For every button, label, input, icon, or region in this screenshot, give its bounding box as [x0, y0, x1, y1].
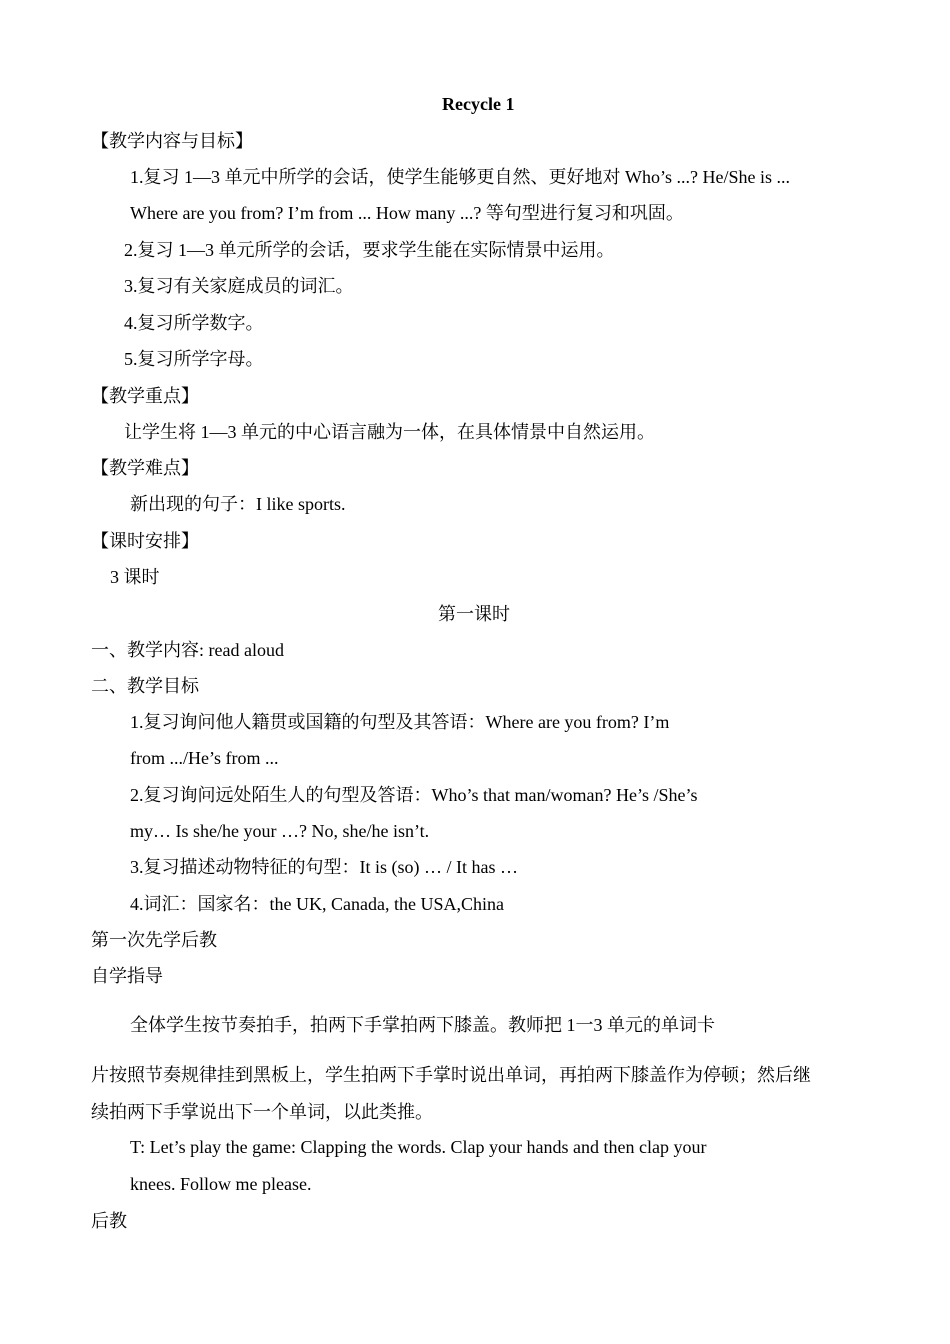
goal-line: 4.复习所学数字。: [124, 313, 264, 333]
activity-line: 片按照节奏规律挂到黑板上，学生拍两下手掌时说出单词，再拍两下膝盖作为停顿；然后继: [91, 1065, 811, 1085]
teaching-goal-line: 1.复习询问他人籍贯或国籍的句型及其答语：Where are you from? I’m: [130, 712, 670, 732]
after-teaching-heading: 后教: [91, 1211, 127, 1231]
goal-line: 3.复习有关家庭成员的词汇。: [124, 276, 354, 296]
self-study-guide-heading: 自学指导: [91, 966, 163, 986]
teaching-goal-line: from .../He’s from ...: [130, 748, 279, 768]
teaching-goal-line: 4.词汇：国家名：the UK, Canada, the USA,China: [130, 894, 504, 914]
goal-line: Where are you from? I’m from ... How many ...? 等句型进行复习和巩固。: [130, 203, 684, 223]
section-heading-difficulties: 【教学难点】: [91, 458, 199, 478]
schedule-text: 3 课时: [110, 567, 160, 587]
teaching-goal-line: my… Is she/he your …? No, she/he isn’t.: [130, 821, 430, 841]
activity-line: 全体学生按节奏拍手，拍两下手掌拍两下膝盖。教师把 1一3 单元的单词卡: [130, 1015, 715, 1035]
activity-line: 续拍两下手掌说出下一个单词，以此类推。: [91, 1102, 433, 1122]
teaching-goal-line: 3.复习描述动物特征的句型：It is (so) … / It has …: [130, 857, 518, 877]
teaching-goal-line: 2.复习询问远处陌生人的句型及答语：Who’s that man/woman? He’s /She’s: [130, 785, 698, 805]
key-points-text: 让学生将 1—3 单元的中心语言融为一体，在具体情景中自然运用。: [124, 422, 655, 442]
goal-line: 2.复习 1—3 单元所学的会话，要求学生能在实际情景中运用。: [124, 240, 615, 260]
teaching-content: 一、教学内容: read aloud: [91, 640, 284, 660]
section-heading-content-goals: 【教学内容与目标】: [91, 131, 253, 151]
goal-line: 1.复习 1—3 单元中所学的会话，使学生能够更自然、更好地对 Who’s ...? He/She is ...: [130, 167, 790, 187]
page-title: Recycle 1: [442, 94, 515, 114]
section-heading-key-points: 【教学重点】: [91, 386, 199, 406]
teacher-line: T: Let’s play the game: Clapping the words. Clap your hands and then clap your: [130, 1137, 707, 1157]
first-pre-study-heading: 第一次先学后教: [91, 930, 217, 950]
difficulties-text: 新出现的句子：I like sports.: [130, 494, 346, 514]
section-heading-schedule: 【课时安排】: [91, 531, 199, 551]
lesson-title: 第一课时: [438, 604, 510, 624]
teacher-line: knees. Follow me please.: [130, 1174, 312, 1194]
goal-line: 5.复习所学字母。: [124, 349, 264, 369]
teaching-goals-heading: 二、教学目标: [91, 676, 199, 696]
